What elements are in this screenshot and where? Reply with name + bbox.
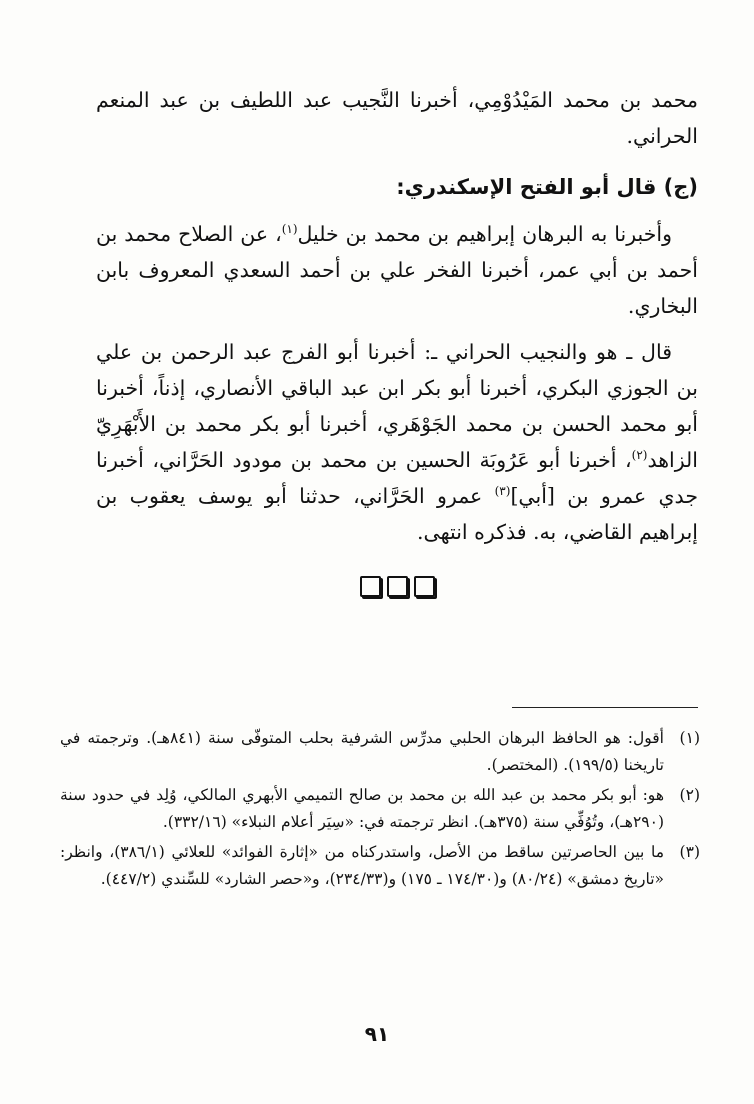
section-heading: (ج) قال أبو الفتح الإسكندري: [396, 175, 698, 199]
paragraph-3-part-2: ، أخبرنا أبو عَرُوبَة الحسين بن محمد بن مودود الحَرَّاني، أخبرنا جدي عمرو بن [أبي] [96, 448, 698, 508]
paragraph-3 [96, 334, 698, 550]
paragraph-2-after: ، عن الصلاح محمد بن أحمد بن أبي عمر، أخبرنا الفخر علي بن أحمد السعدي المعروف بابن البخاري. [96, 222, 698, 318]
footnote-2 [60, 782, 700, 836]
square-icon [360, 576, 381, 597]
paragraph-1 [96, 82, 698, 154]
square-icon [414, 576, 435, 597]
paragraph-3-part-1: قال ـ هو والنجيب الحراني ـ: أخبرنا أبو الفرج عبد الرحمن بن علي بن الجوزي البكري، أخبرنا أبو بكر ابن عبد الباقي الأنصاري، إذناً، أخبرنا أبو محمد الحسن بن محمد الجَوْهَري، أخبرنا أبو بكر محمد بن الأَبْهَرِيّ الزاهد [96, 340, 698, 472]
footnote-number: (١) [679, 729, 700, 747]
page-number: ٩١ [364, 1022, 390, 1046]
paragraph-3-part-3: عمرو الحَرَّاني، حدثنا أبو يوسف يعقوب بن إبراهيم القاضي، به. فذكره انتهى. [96, 484, 698, 544]
footnote-text: ما بين الحاصرتين ساقط من الأصل، واستدركناه من «إثارة الفوائد» للعلائي (٣٨٦/١)، وانظر: «تاريخ دمشق» (٨٠/٢٤) و(١٧٤/٣٠ ـ ١٧٥) و(٢٣٤/٣٣)، و«حصر الشارد» للسِّندي (٤٤٧/٢). [60, 843, 665, 888]
footnotes [60, 725, 700, 896]
main-text [96, 70, 698, 600]
footnote-text: هو: أبو بكر محمد بن عبد الله بن محمد بن صالح التميمي الأبهري المالكي، وُلِد في حدود سنة (٢٩٠هـ)، وتُوُفِّي سنة (٣٧٥هـ). انظر ترجمته في: «سِيَر أعلام النبلاء» (٣٣٢/١٦). [60, 786, 664, 831]
footnote-divider [512, 707, 698, 708]
paragraph-2-before: وأخبرنا به البرهان إبراهيم بن محمد بن خليل [297, 222, 672, 246]
footnote-text: أقول: هو الحافظ البرهان الحلبي مدرِّس الشرفية بحلب المتوفّى سنة (٨٤١هـ). وترجمته في تاريخنا (١٩٩/٥). (المختصر). [60, 729, 664, 774]
footnote-1 [60, 725, 700, 779]
footnote-ref-2[interactable]: (٢) [631, 448, 648, 463]
paragraph-1-text: محمد بن محمد المَيْدُوْمِي، أخبرنا النَّجيب عبد اللطيف بن عبد المنعم الحراني. [96, 88, 698, 148]
footnote-ref-3[interactable]: (٣) [494, 484, 511, 499]
paragraph-2 [96, 216, 698, 324]
square-icon [387, 576, 408, 597]
footnote-number: (٢) [679, 786, 700, 804]
footnote-ref-1[interactable]: (١) [281, 222, 298, 237]
footnote-3 [60, 839, 700, 893]
footnote-number: (٣) [679, 843, 700, 861]
section-end-ornament [96, 576, 698, 600]
